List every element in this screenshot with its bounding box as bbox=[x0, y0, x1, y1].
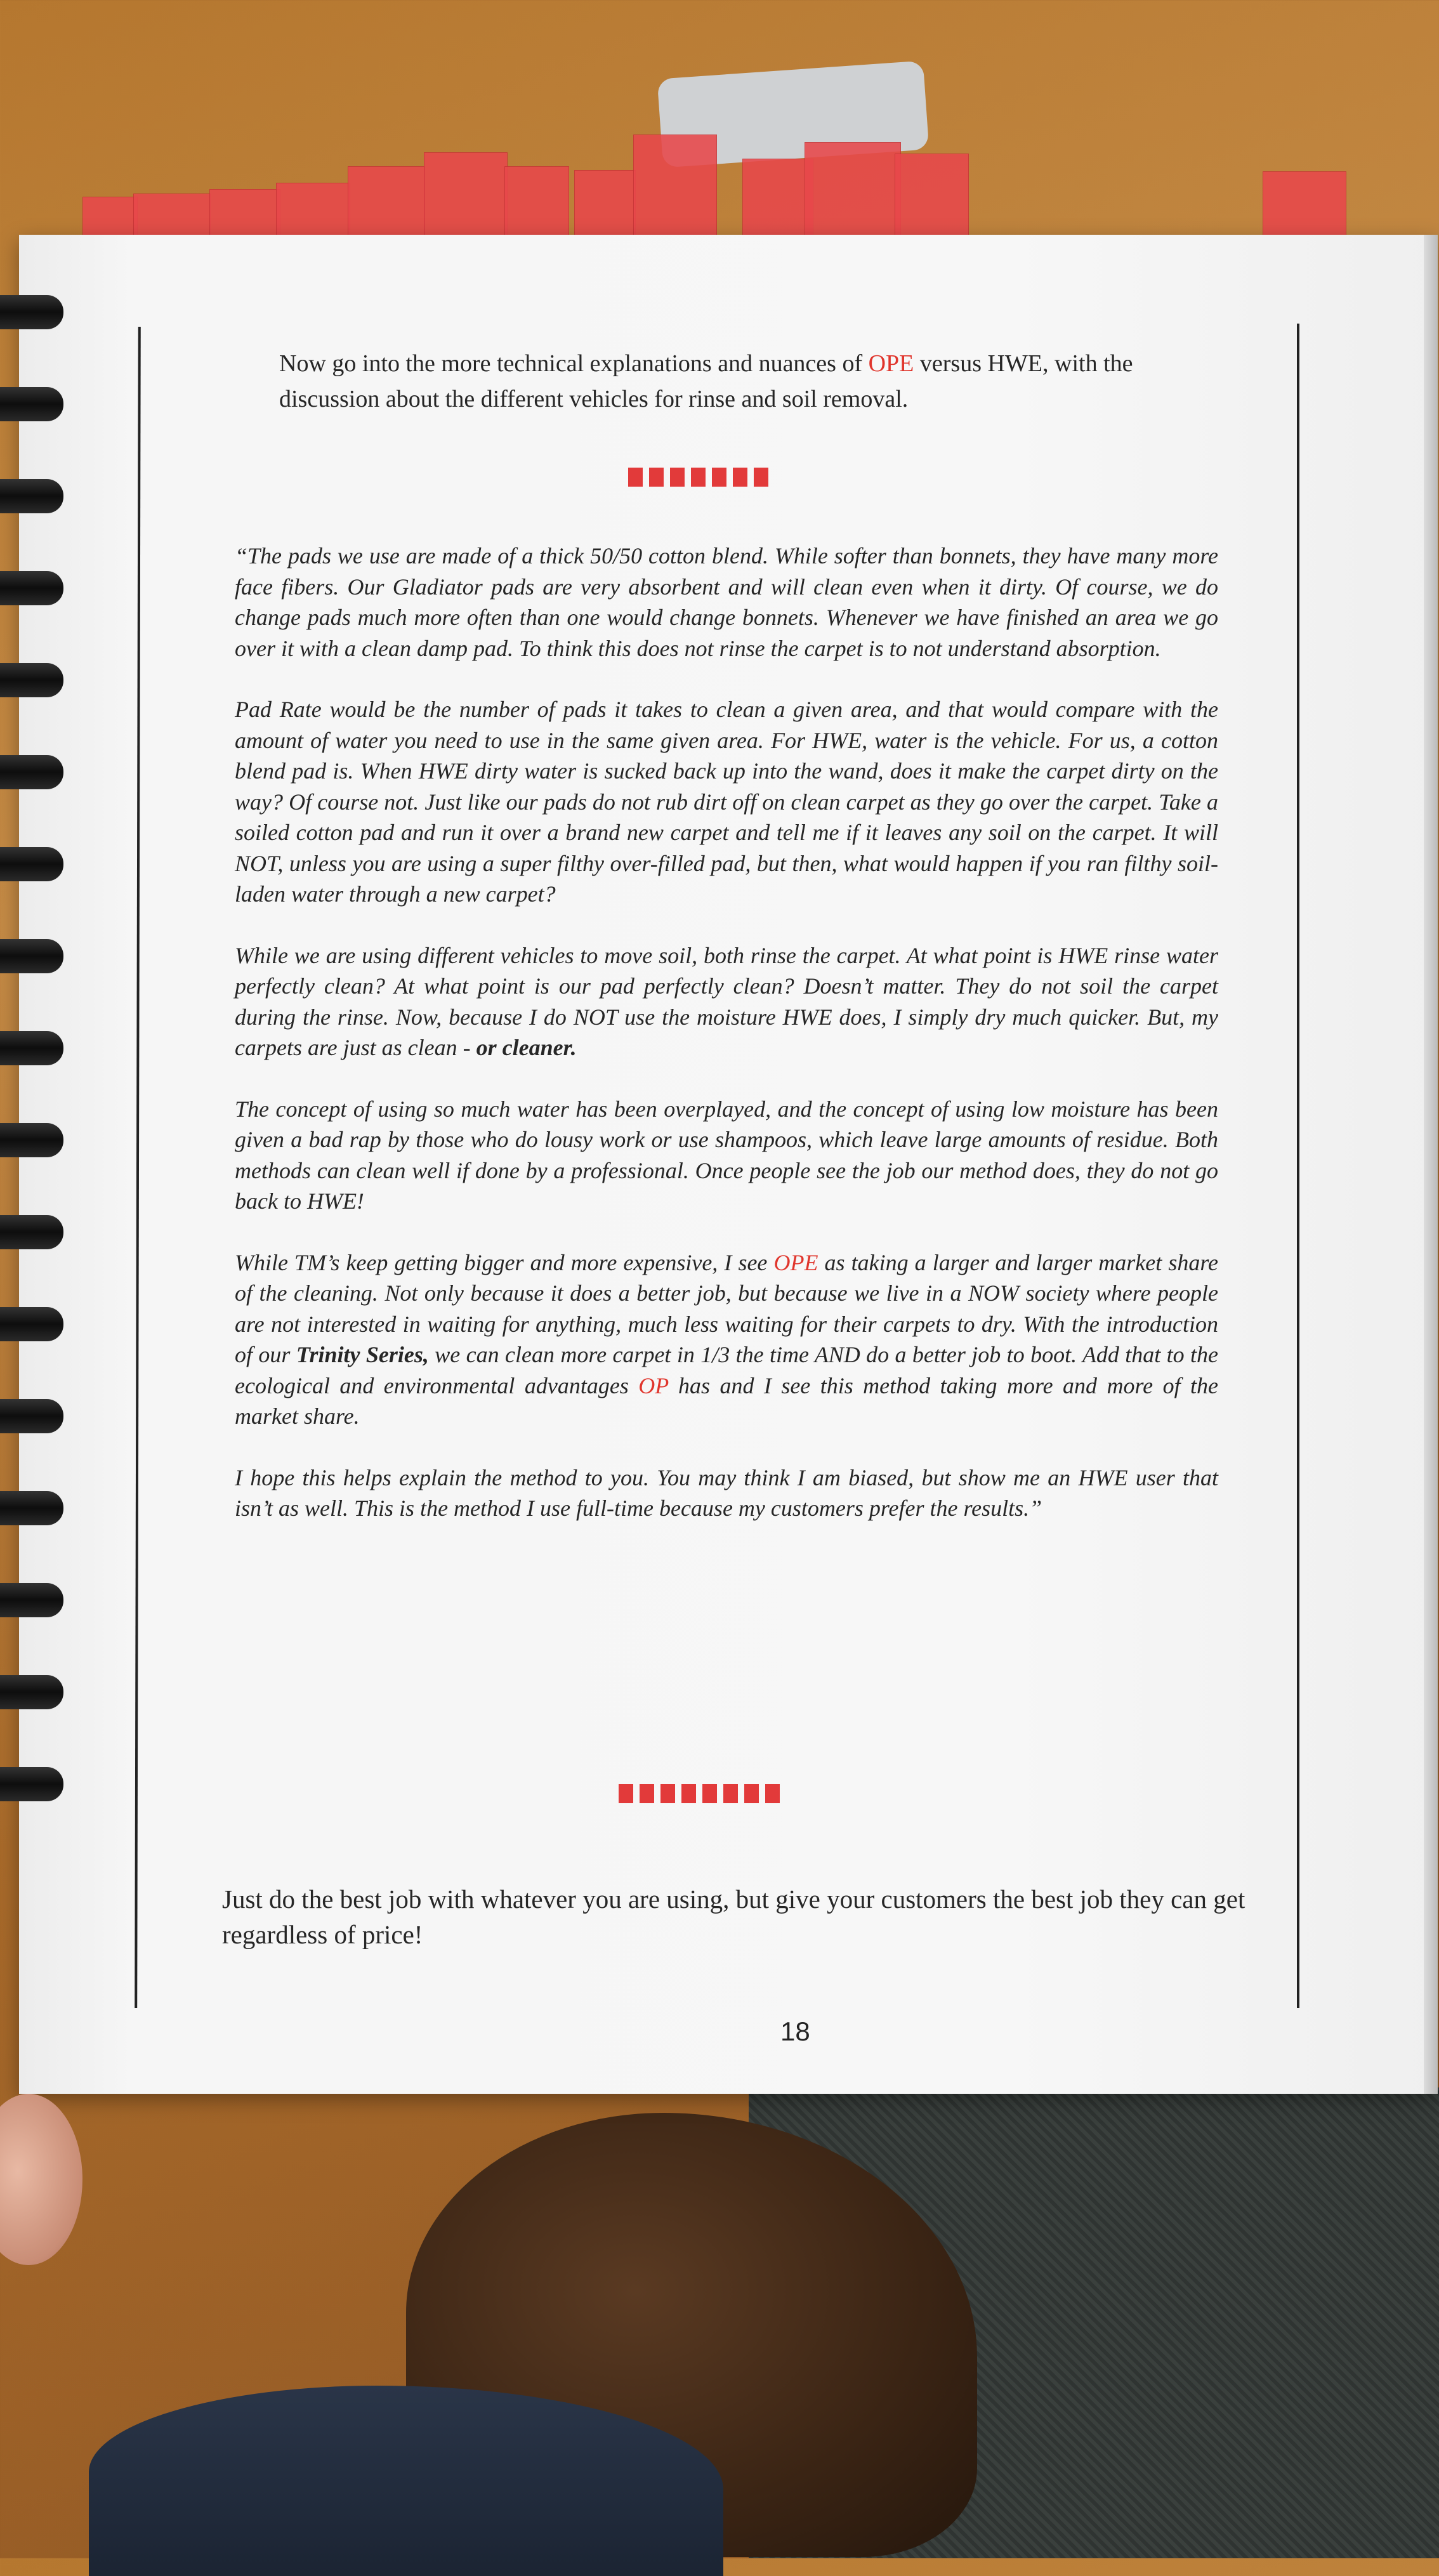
binding-ring bbox=[0, 295, 63, 329]
binding-ring bbox=[0, 1031, 63, 1065]
intro-text bbox=[279, 346, 1167, 417]
binding-ring bbox=[0, 1491, 63, 1525]
binding-ring bbox=[0, 1767, 63, 1801]
binding-ring bbox=[0, 1675, 63, 1709]
binding-ring bbox=[0, 1399, 63, 1433]
quote-paragraph-5 bbox=[235, 1247, 1218, 1432]
binding-ring bbox=[0, 479, 63, 513]
binding-ring bbox=[0, 571, 63, 605]
paragraph3-text: While we are using different vehicles to move soil, both rinse the carpet. At what point is HWE rinse water perfectly clean? At what point is our pad perfectly clean? Doesn’t matter. They do not soil the carpet during the rinse. Now, because I do NOT use the moisture HWE does, I simply dry much quicker. But, my carpets are just as clean - bbox=[235, 942, 1218, 1060]
spiral-binding bbox=[0, 279, 70, 1878]
binding-ring bbox=[0, 1215, 63, 1249]
binding-ring bbox=[0, 847, 63, 881]
binding-ring bbox=[0, 663, 63, 697]
intro-ope: OPE bbox=[868, 350, 914, 377]
quote-paragraph-6: I hope this helps explain the method to you. You may think I am biased, but show me an HWE user that isn’t as well. This is the method I use full-time because my customers prefer the results.” bbox=[235, 1464, 1218, 1521]
right-vertical-rule bbox=[1297, 324, 1299, 2008]
paragraph5-ope: OPE bbox=[773, 1249, 818, 1275]
outro-text: Just do the best job with whatever you are using, but give your customers the best job they can get regardless of price! bbox=[222, 1884, 1245, 1949]
quote-block bbox=[235, 541, 1218, 1554]
dingbat-divider-top bbox=[628, 468, 768, 487]
paragraph5-part3: we can clean more carpet in 1/3 the time AND do a better job to boot. Add that to the ecological and environmental advantages bbox=[235, 1342, 1219, 1398]
quote-paragraph-4: The concept of using so much water has been overplayed, and the concept of using low moisture has been given a bad rap by those who do lousy work or use shampoos, which leave large amounts of residue. Both methods can clean well if done by a professional. Once people see the job our method does, they do not go back to HWE! bbox=[235, 1096, 1218, 1214]
quote-paragraph-3 bbox=[235, 940, 1218, 1063]
binding-ring bbox=[0, 1123, 63, 1157]
paragraph5-part4: has and I see this method taking more and more of the market share. bbox=[235, 1372, 1218, 1429]
paragraph5-op: OP bbox=[638, 1372, 669, 1398]
binding-ring bbox=[0, 1583, 63, 1617]
index-tab[interactable] bbox=[633, 135, 717, 249]
quote-paragraph-1: “The pads we use are made of a thick 50/50 cotton blend. While softer than bonnets, they have many more face fibers. Our Gladiator pads are very absorbent and will clean even when it dirty. Of course, we do change pads much more often than one would change bonnets. Whenever we have finished an area we go over it with a clean damp pad. To think this does not rinse the carpet is to not understand absorption. bbox=[235, 543, 1218, 661]
index-tab[interactable] bbox=[805, 142, 901, 249]
paragraph5-trinity: Trinity Series, bbox=[296, 1342, 429, 1367]
paragraph5-part2: as taking a larger and larger market share of the cleaning. Not only because it does a better job, but because we live in a NOW society where people are not interested in waiting for anything, much less waiting for their carpets to dry. With the introduction of our bbox=[235, 1249, 1218, 1367]
intro-after: versus HWE, with the discussion about the different vehicles for rinse and soil removal. bbox=[279, 350, 1133, 412]
paragraph3-bold: or cleaner. bbox=[476, 1035, 577, 1060]
intro-before: Now go into the more technical explanations and nuances of bbox=[279, 350, 869, 377]
quote-paragraph-2: Pad Rate would be the number of pads it takes to clean a given area, and that would compare with the amount of water you need to use in the same given area. For HWE, water is the vehicle. For us, a cotton blend pad is. When HWE dirty water is sucked back up into the wand, does it make the carpet dirty on the way? Of course not. Just like our pads do not rub dirt off on clean carpet as they go over the carpet. Take a soiled cotton pad and run it over a brand new carpet and tell me if it leaves any soil on the carpet. It will NOT, unless you are using a super filthy over-filled pad, but then, what would happen if you ran filthy soil-laden water through a new carpet? bbox=[235, 697, 1218, 907]
binding-ring bbox=[0, 939, 63, 973]
page-number: 18 bbox=[780, 2016, 810, 2046]
thumb bbox=[0, 2094, 82, 2265]
paragraph5-part1: While TM’s keep getting bigger and more expensive, I see bbox=[235, 1249, 774, 1275]
index-tabs bbox=[0, 0, 1439, 266]
binding-ring bbox=[0, 387, 63, 421]
binding-ring bbox=[0, 1307, 63, 1341]
binding-ring bbox=[0, 755, 63, 789]
dingbat-divider-bottom bbox=[619, 1784, 780, 1803]
page-stack-edge bbox=[1424, 235, 1438, 2094]
